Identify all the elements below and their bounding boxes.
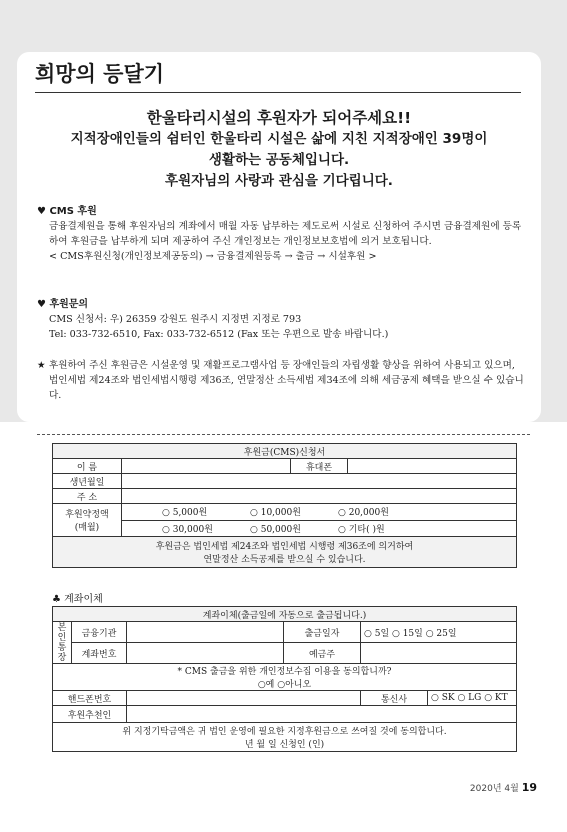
amount-options-row-2 [122, 520, 517, 537]
cms-flow: < CMS후원신청(개인정보제공동의) → 금융결제원등록 → 출금 → 시설후원 > [49, 251, 377, 262]
amount-50000-radio[interactable]: ○ 50,000원 [250, 524, 301, 535]
own-account-text: 본인통장 [57, 622, 67, 663]
consent-options[interactable]: ○예 ○아니오 [257, 680, 312, 690]
name-label: 이 름 [53, 459, 122, 474]
bank-field[interactable] [127, 622, 284, 643]
page-title: 희망의 등달기 [35, 62, 165, 86]
headline-line-4: 후원자님의 사랑과 관심을 기다립니다. [165, 173, 393, 189]
amount-label-1: 후원약정액 [65, 510, 109, 520]
phone-label: 휴대폰 [291, 459, 348, 474]
withdraw-day-label: 출금일자 [284, 622, 361, 643]
mobile-field[interactable] [127, 691, 361, 706]
holder-field[interactable] [361, 643, 517, 664]
headline-line-1: 한울타리시설의 후원자가 되어주세요!! [146, 109, 412, 127]
holder-label: 예금주 [284, 643, 361, 664]
address-field[interactable] [122, 489, 517, 504]
amount-other-radio[interactable]: ○ 기타( )원 [338, 524, 385, 535]
inquiry-title: ♥ 후원문의 [37, 299, 89, 310]
info-card [17, 52, 541, 422]
mobile-label: 핸드폰번호 [53, 691, 127, 706]
phone-field[interactable] [348, 459, 517, 474]
cut-line [37, 434, 530, 435]
tax-notice [37, 358, 527, 403]
consent-row [53, 664, 517, 691]
name-field[interactable] [122, 459, 291, 474]
recommender-field[interactable] [127, 706, 517, 723]
inquiry-section [37, 297, 527, 342]
amount-10000-radio[interactable]: ○ 10,000원 [250, 508, 301, 519]
tax-notice-text: 후원하여 주신 후원금은 시설운영 및 재활프로그램사업 등 장애인들의 자립생활 향상을 위하여 사용되고 있으며, 법인세법 제24조와 법인세법시행령 제36조, 연말정산 소득세법 제34조에 의해 세금공제 혜택을 받으실 수 있습니다. [49, 360, 524, 401]
headline [17, 108, 541, 192]
consent-question: * CMS 출금을 위한 개인정보수집 이용을 동의합니까? [177, 667, 392, 677]
amount-label-2: (매월) [74, 523, 100, 533]
signature-line: 년 월 일 신청인 (인) [244, 740, 325, 750]
own-account-label [53, 622, 72, 664]
account-transfer-label: ♣ 계좌이체 [52, 594, 103, 605]
form1-title: 후원금(CMS)신청서 [53, 444, 517, 459]
account-number-label: 계좌번호 [72, 643, 127, 664]
birth-label: 생년월일 [53, 474, 122, 489]
headline-line-3: 생활하는 공동체입니다. [208, 152, 350, 168]
birth-field[interactable] [122, 474, 517, 489]
headline-line-2: 지적장애인들의 쉼터인 한울타리 시설은 삶에 지친 지적장애인 39명이 [70, 131, 488, 147]
inquiry-address: CMS 신청서: 우) 26359 강원도 원주시 지정면 지정로 793 [49, 314, 302, 325]
account-transfer-form [52, 606, 517, 752]
amount-options-row-1 [122, 504, 517, 521]
cms-application-form [52, 443, 517, 568]
cms-title: ♥ CMS 후원 [37, 206, 97, 217]
form1-law-note [53, 537, 517, 568]
carrier-options[interactable]: ○ SK ○ LG ○ KT [428, 691, 517, 706]
agreement-text: 위 지정기탁금액은 귀 법인 운영에 필요한 지정후원금으로 쓰여질 것에 동의합니다. [122, 727, 447, 737]
account-number-field[interactable] [127, 643, 284, 664]
carrier-label: 통신사 [361, 691, 428, 706]
inquiry-contact: Tel: 033-732-6510, Fax: 033-732-6512 (Fax 또는 우편으로 발송 바랍니다.) [49, 329, 389, 340]
cms-section [37, 204, 527, 264]
issue-date: 2020년 4월 [469, 784, 519, 794]
recommender-label: 후원추천인 [53, 706, 127, 723]
page-footer [470, 781, 537, 794]
withdraw-day-options[interactable]: ○ 5일 ○ 15일 ○ 25일 [361, 622, 517, 643]
page-number: 19 [521, 781, 537, 794]
address-label: 주 소 [53, 489, 122, 504]
cms-body: 금융결제원을 통해 후원자님의 계좌에서 매월 자동 납부하는 제도로써 시설로 신청하여 주시면 금융결제원에 등록하여 후원금을 납부하게 되며 제공하여 주신 개인정보는 개인정보보호법에 의거 보호됩니다. [49, 221, 522, 247]
bank-label: 금융기관 [72, 622, 127, 643]
amount-30000-radio[interactable]: ○ 30,000원 [162, 524, 213, 535]
amount-20000-radio[interactable]: ○ 20,000원 [338, 508, 389, 519]
law-note-line-1: 후원금은 법인세법 제24조와 법인세법 시행령 제36조에 의거하여 [155, 542, 414, 552]
form2-title: 계좌이체(출금일에 자동으로 출금됩니다.) [53, 607, 517, 622]
agreement-row [53, 723, 517, 752]
law-note-line-2: 연말정산 소득공제를 받으실 수 있습니다. [203, 555, 366, 565]
amount-label [53, 504, 122, 537]
title-divider [35, 92, 521, 93]
amount-5000-radio[interactable]: ○ 5,000원 [162, 508, 208, 519]
star-icon: ★ [37, 360, 46, 371]
